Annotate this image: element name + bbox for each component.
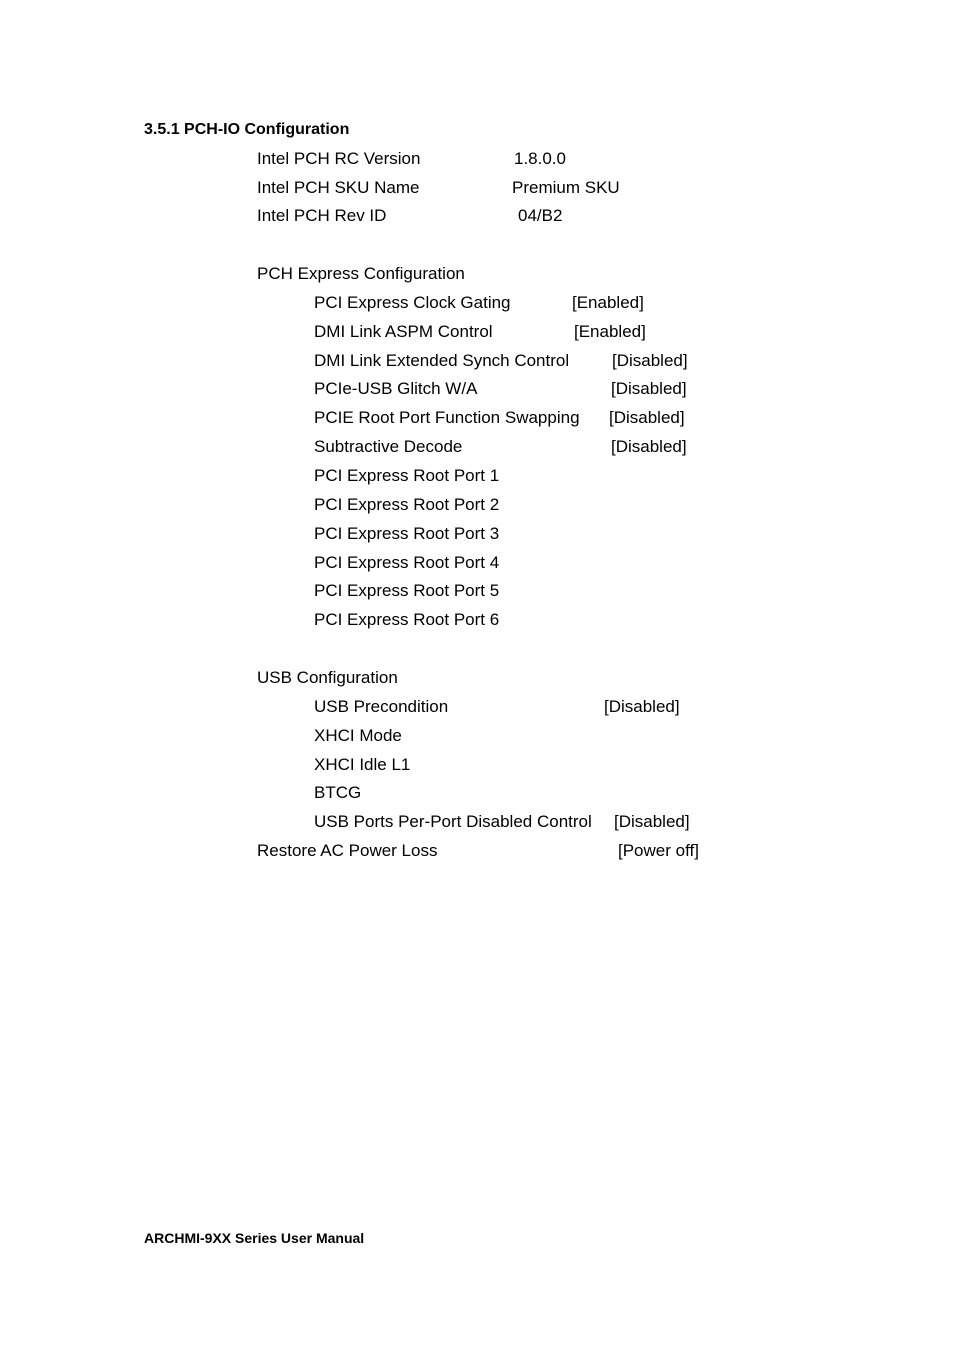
pch-express-heading-label: PCH Express Configuration bbox=[257, 264, 465, 283]
setting-label: PCI Express Root Port 4 bbox=[314, 553, 500, 572]
footer-title: ARCHMI-9XX Series User Manual bbox=[144, 1230, 365, 1246]
restore-ac-label: Restore AC Power Loss bbox=[257, 841, 438, 860]
restore-ac-value: [Power off] bbox=[618, 841, 699, 860]
setting-label: XHCI Mode bbox=[314, 726, 402, 745]
setting-value: [Enabled] bbox=[574, 322, 646, 341]
usb-heading-label: USB Configuration bbox=[257, 668, 398, 687]
setting-label: XHCI Idle L1 bbox=[314, 755, 411, 774]
rc-version-label: Intel PCH RC Version bbox=[257, 149, 421, 168]
rev-id-label: Intel PCH Rev ID bbox=[257, 206, 387, 225]
setting-label: USB Ports Per-Port Disabled Control bbox=[314, 812, 592, 831]
sku-name-label: Intel PCH SKU Name bbox=[257, 178, 420, 197]
setting-label: USB Precondition bbox=[314, 697, 449, 716]
setting-label: PCI Express Root Port 5 bbox=[314, 581, 500, 600]
setting-value: [Disabled] bbox=[604, 697, 680, 716]
setting-label: BTCG bbox=[314, 783, 362, 802]
setting-value: [Disabled] bbox=[612, 351, 688, 370]
setting-value: [Enabled] bbox=[572, 293, 644, 312]
sku-name-value: Premium SKU bbox=[512, 178, 620, 197]
setting-label: Subtractive Decode bbox=[314, 437, 463, 456]
setting-value: [Disabled] bbox=[609, 408, 685, 427]
setting-label: PCIE Root Port Function Swapping bbox=[314, 408, 580, 427]
setting-label: PCI Express Clock Gating bbox=[314, 293, 511, 312]
setting-label: PCI Express Root Port 6 bbox=[314, 610, 500, 629]
setting-label: PCI Express Root Port 3 bbox=[314, 524, 500, 543]
rc-version-value: 1.8.0.0 bbox=[514, 149, 566, 168]
section-heading: 3.5.1 PCH-IO Configuration bbox=[144, 121, 350, 138]
setting-label: DMI Link Extended Synch Control bbox=[314, 351, 570, 370]
setting-value: [Disabled] bbox=[614, 812, 690, 831]
setting-label: DMI Link ASPM Control bbox=[314, 322, 493, 341]
setting-value: [Disabled] bbox=[611, 437, 687, 456]
rev-id-value: 04/B2 bbox=[518, 206, 563, 225]
setting-label: PCI Express Root Port 2 bbox=[314, 495, 500, 514]
setting-label: PCI Express Root Port 1 bbox=[314, 466, 500, 485]
setting-value: [Disabled] bbox=[611, 379, 687, 398]
setting-label: PCIe-USB Glitch W/A bbox=[314, 379, 478, 398]
